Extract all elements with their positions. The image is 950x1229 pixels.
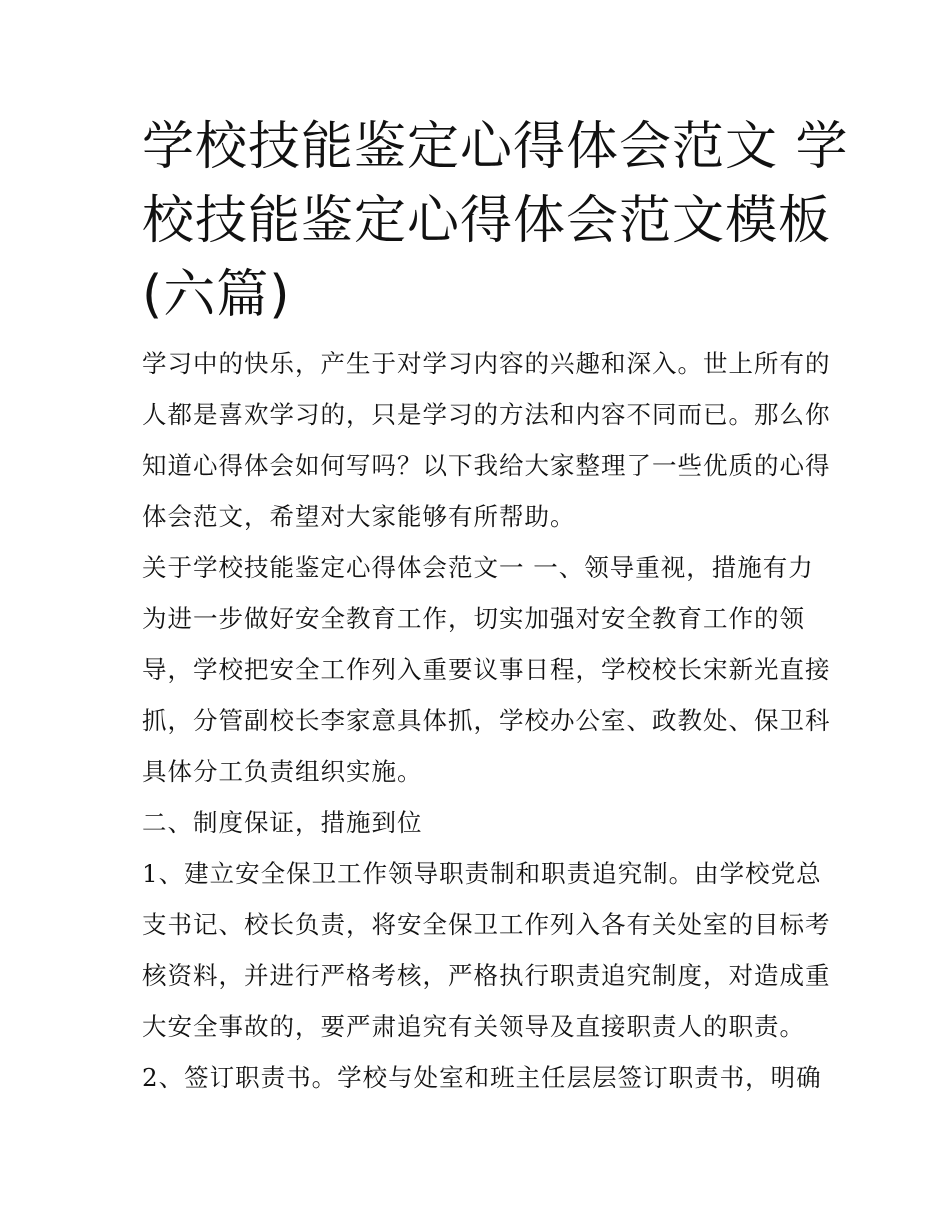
text-line: 大安全事故的，要严肃追究有关领导及直接职责人的职责。 xyxy=(142,1012,805,1041)
document-title xyxy=(142,110,849,332)
text-line: 知道心得体会如何写吗？以下我给大家整理了一些优质的心得 xyxy=(142,451,831,480)
text-line: 体会范文，希望对大家能够有所帮助。 xyxy=(142,502,576,531)
document-page xyxy=(142,110,849,1103)
section-two-heading xyxy=(142,797,814,848)
intro-paragraph xyxy=(142,338,831,542)
title-line: (六篇) xyxy=(142,265,291,325)
text-line: 2、签订职责书。学校与处室和班主任层层签订职责书，明确 xyxy=(142,1063,822,1092)
title-line: 学校技能鉴定心得体会范文 学 xyxy=(142,117,849,177)
text-line: 为进一步做好安全教育工作，切实加强对安全教育工作的领 xyxy=(142,604,805,633)
item-one-paragraph xyxy=(142,848,831,1052)
item-two-paragraph xyxy=(142,1052,822,1103)
document-body xyxy=(142,338,831,1103)
title-line: 校技能鉴定心得体会范文模板 xyxy=(142,191,832,251)
text-line: 人都是喜欢学习的，只是学习的方法和内容不同而已。那么你 xyxy=(142,400,831,429)
text-line: 二、制度保证，措施到位 xyxy=(142,808,423,837)
text-line: 导，学校把安全工作列入重要议事日程，学校校长宋新光直接 xyxy=(142,655,831,684)
section-one-paragraph xyxy=(142,542,831,797)
text-line: 1、建立安全保卫工作领导职责制和职责追究制。由学校党总 xyxy=(142,859,822,888)
text-line: 关于学校技能鉴定心得体会范文一 一、领导重视，措施有力 xyxy=(142,553,814,582)
text-line: 核资料，并进行严格考核，严格执行职责追究制度，对造成重 xyxy=(142,961,831,990)
text-line: 具体分工负责组织实施。 xyxy=(142,757,423,786)
text-line: 支书记、校长负责，将安全保卫工作列入各有关处室的目标考 xyxy=(142,910,831,939)
text-line: 学习中的快乐，产生于对学习内容的兴趣和深入。世上所有的 xyxy=(142,349,831,378)
text-line: 抓，分管副校长李家意具体抓，学校办公室、政教处、保卫科 xyxy=(142,706,831,735)
